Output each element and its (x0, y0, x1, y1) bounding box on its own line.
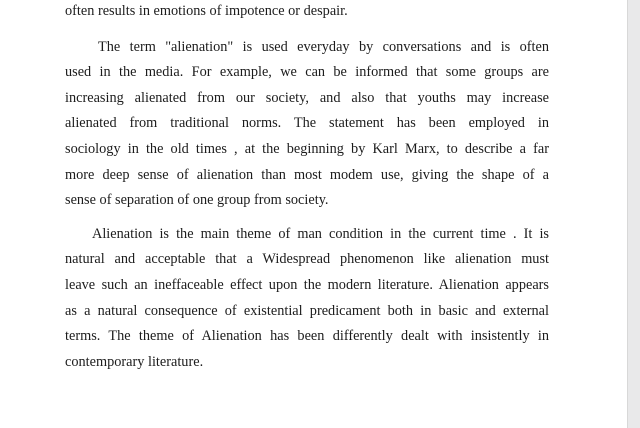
text-line: The term "alienation" is used everyday by conversations and is often (98, 38, 549, 55)
text-line: alienated from traditional norms. The statement has been employed in (65, 115, 549, 132)
text-line: leave such an ineffaceable effect upon the modern literature. Alienation appears (65, 276, 549, 293)
text-line: sociology in the old times , at the beginning by Karl Marx, to describe a far (65, 140, 549, 157)
text-line: Alienation is the main theme of man condition in the current time . It is (92, 225, 549, 242)
paragraph-spacer (65, 214, 549, 222)
document-body (65, 0, 549, 375)
paragraph-alienation-term (65, 35, 549, 214)
paragraph-intro-tail (65, 0, 549, 25)
text-line: as a natural consequence of existential predicament both in basic and external (65, 302, 549, 319)
text-line: used in the media. For example, we can be informed that some groups are (65, 64, 549, 81)
text-line: sense of separation of one group from society. (65, 192, 329, 209)
paragraph-spacer (65, 25, 549, 35)
text-line: increasing alienated from our society, and also that youths may increase (65, 89, 549, 106)
text-line: natural and acceptable that a Widespread phenomenon like alienation must (65, 251, 549, 268)
text-line: often results in emotions of impotence or despair. (65, 3, 348, 19)
text-line: terms. The theme of Alienation has been differently dealt with insistently in (65, 328, 549, 345)
text-line: contemporary literature. (65, 353, 204, 370)
paragraph-alienation-theme (65, 222, 549, 376)
text-line: more deep sense of alienation than most modem use, giving the shape of a (65, 166, 549, 183)
